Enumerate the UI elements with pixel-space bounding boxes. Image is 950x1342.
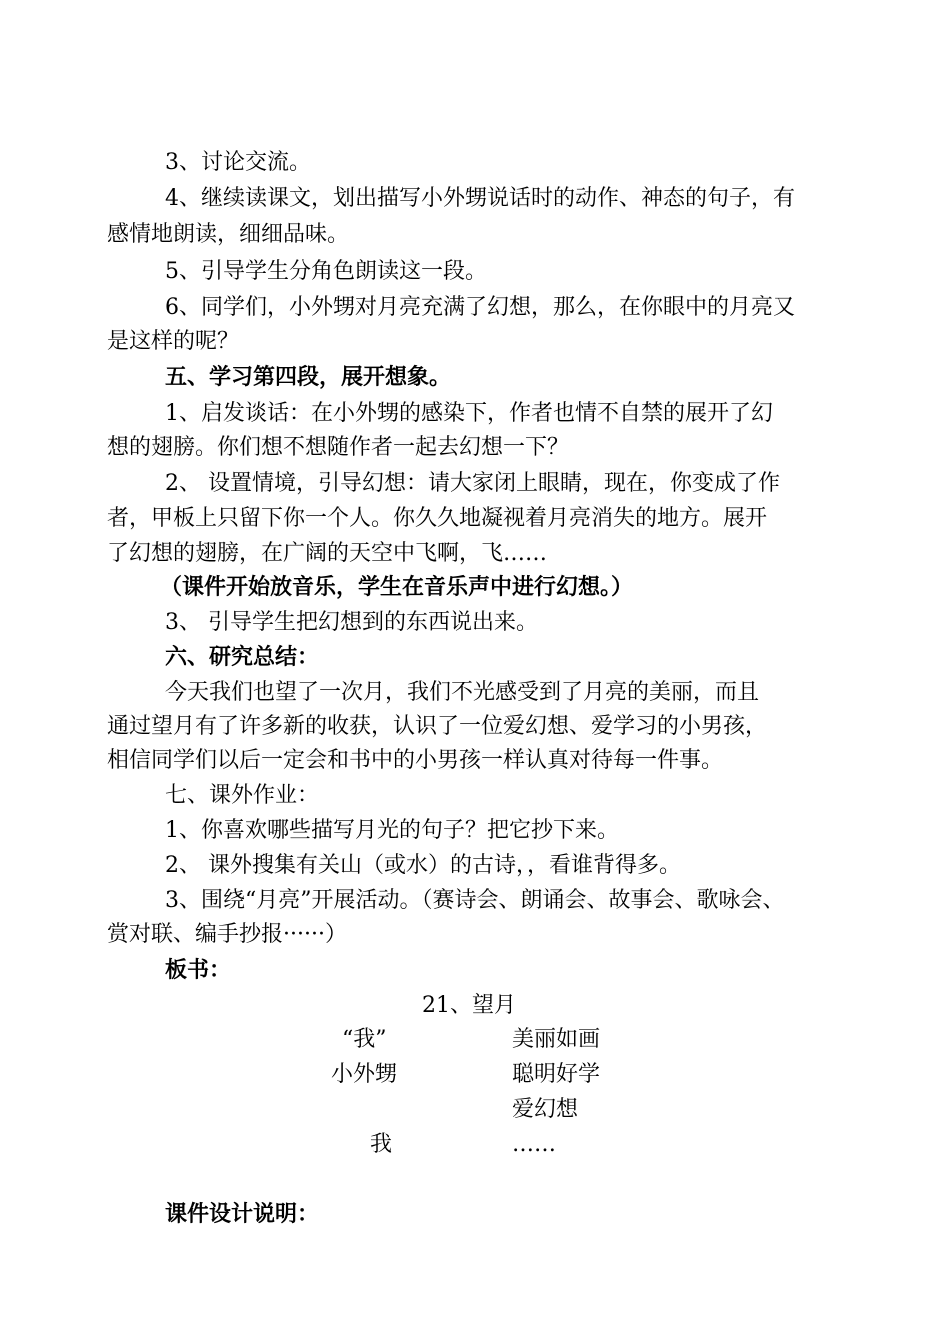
step-4-line-1: 4、继续读课文，划出描写小外甥说话时的动作、神态的句子，有 (165, 186, 795, 211)
homework-3-line-2: 赏对联、编手抄报······） (107, 922, 347, 947)
homework-3-line-1: 3、围绕“月亮”开展活动。（赛诗会、朗诵会、故事会、歌咏会、 (165, 888, 785, 913)
step-4-line-2: 感情地朗读，细细品味。 (107, 222, 350, 247)
board-heading: 板书： (165, 958, 232, 983)
section-5-item-1-line-2: 想的翅膀。你们想不想随作者一起去幻想一下？ (107, 435, 570, 460)
section-7-heading: 七、课外作业： (165, 783, 320, 808)
step-5: 5、引导学生分角色朗读这一段。 (165, 259, 487, 284)
section-5-heading: 五、学习第四段，展开想象。 (165, 365, 452, 390)
section-6-heading: 六、研究总结： (165, 645, 320, 670)
homework-2: 2、 课外搜集有关山（或水）的古诗，，看谁背得多。 (165, 853, 681, 878)
step-6-line-1: 6、同学们，小外甥对月亮充满了幻想，那么，在你眼中的月亮又 (165, 295, 795, 320)
board-right-1: 美丽如画 (512, 1027, 601, 1052)
step-6-line-2: 是这样的呢？ (107, 329, 240, 354)
section-5-item-2-line-3: 了幻想的翅膀，在广阔的天空中飞啊，飞…… (107, 541, 548, 566)
board-right-3: 爱幻想 (512, 1097, 579, 1122)
section-5-item-2-line-2: 者，甲板上只留下你一个人。你久久地凝视着月亮消失的地方。展开 (107, 506, 768, 531)
summary-line-3: 相信同学们以后一定会和书中的小男孩一样认真对待每一件事。 (107, 748, 724, 773)
homework-1: 1、你喜欢哪些描写月光的句子？把它抄下来。 (165, 818, 619, 843)
board-left-1: “我” (342, 1027, 387, 1052)
board-right-2: 聪明好学 (512, 1062, 601, 1087)
board-title: 21、望月 (422, 993, 516, 1018)
step-3-discuss: 3、讨论交流。 (165, 150, 311, 175)
section-5-item-3: 3、 引导学生把幻想到的东西说出来。 (165, 610, 538, 635)
section-5-item-2-line-1: 2、 设置情境，引导幻想：请大家闭上眼睛，现在，你变成了作 (165, 471, 780, 496)
summary-line-1: 今天我们也望了一次月，我们不光感受到了月亮的美丽，而且 (165, 680, 760, 705)
summary-line-2: 通过望月有了许多新的收获，认识了一位爱幻想、爱学习的小男孩， (107, 714, 768, 739)
courseware-heading: 课件设计说明： (165, 1202, 320, 1227)
board-left-4: 我 (370, 1132, 393, 1157)
board-right-4: …… (512, 1132, 556, 1157)
music-note: （课件开始放音乐，学生在音乐声中进行幻想。） (160, 575, 634, 600)
board-left-2: 小外甥 (331, 1062, 398, 1087)
section-5-item-1-line-1: 1、启发谈话：在小外甥的感染下，作者也情不自禁的展开了幻 (165, 401, 773, 426)
